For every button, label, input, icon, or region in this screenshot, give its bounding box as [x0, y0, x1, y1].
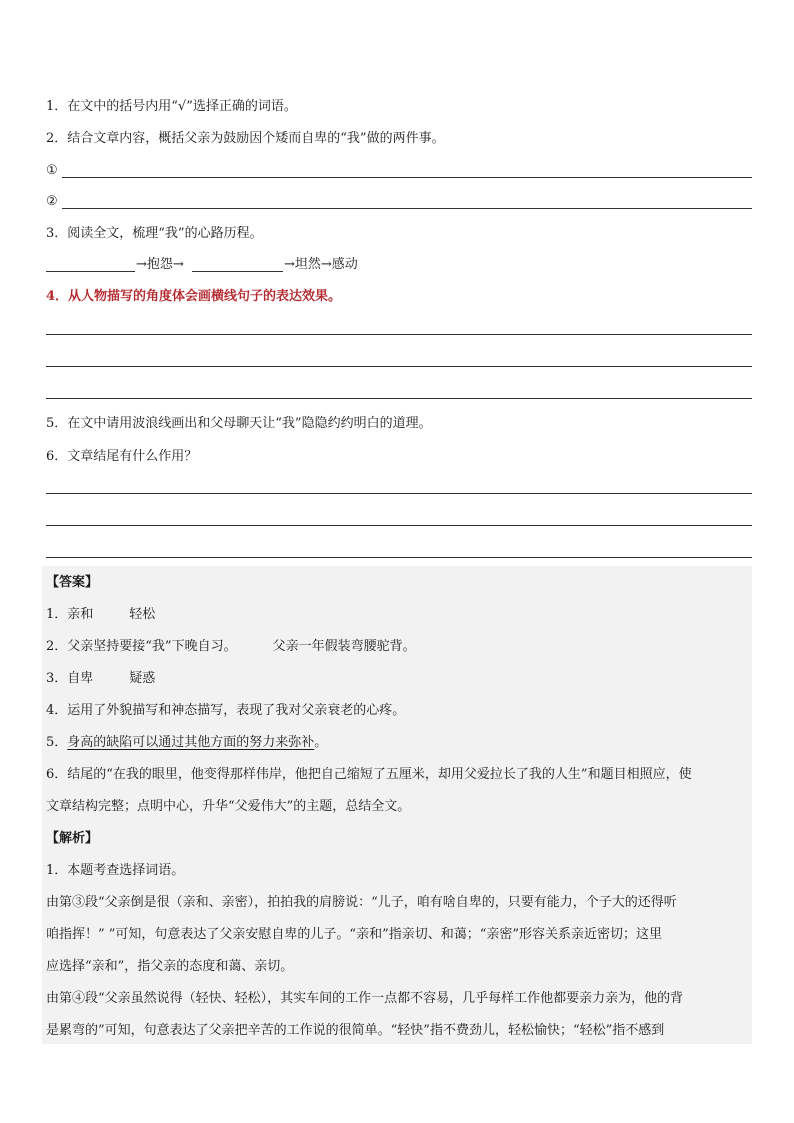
answer-5 — [46, 734, 327, 752]
writing-line[interactable] — [46, 334, 752, 335]
answer-3-part-1: 3．自卑 — [46, 671, 94, 686]
answer-6-line-1: 6．结尾的“在我的眼里，他变得那样伟岸，他把自己缩短了五厘米，却用父爱拉长了我的人生”和题目相照应，使 — [46, 767, 692, 782]
writing-line[interactable] — [46, 557, 752, 558]
question-6: 6．文章结尾有什么作用？ — [46, 449, 198, 464]
question-4: 4．从人物描写的角度体会画横线句子的表达效果。 — [46, 289, 342, 304]
writing-line[interactable] — [46, 525, 752, 526]
question-3: 3．阅读全文，梳理“我”的心路历程。 — [46, 226, 263, 241]
analysis-line-4: 应选择“亲和”，指父亲的态度和蔼、亲切。 — [46, 959, 294, 974]
question-5: 5．在文中请用波浪线画出和父母聊天让“我”隐隐约约明白的道理。 — [46, 416, 432, 431]
emotion-flow — [46, 256, 446, 274]
flow-blank-1[interactable] — [46, 271, 135, 272]
question-2: 2．结合文章内容，概括父亲为鼓励因个矮而自卑的“我”做的两件事。 — [46, 131, 445, 146]
circled-number-2: ② — [46, 194, 58, 209]
writing-line[interactable] — [46, 366, 752, 367]
answer-5-prefix: 5． — [46, 735, 68, 750]
writing-line — [62, 177, 752, 178]
answer-line-2[interactable] — [46, 193, 752, 211]
answer-5-suffix: 。 — [314, 735, 328, 750]
answer-3 — [46, 670, 155, 688]
writing-line[interactable] — [46, 493, 752, 494]
analysis-heading: 【解析】 — [46, 831, 99, 846]
answer-line-1[interactable] — [46, 162, 752, 180]
flow-end-text: →坦然→感动 — [284, 257, 358, 272]
answer-2 — [46, 638, 416, 656]
answer-5-underlined-text: 身高的缺陷可以通过其他方面的努力来弥补 — [67, 735, 315, 750]
analysis-line-6: 是累弯的”可知，句意表达了父亲把辛苦的工作说的很简单。“轻快”指不费劲儿，轻松愉快；“轻松”指不感到 — [46, 1023, 665, 1038]
analysis-line-1: 1．本题考查选择词语。 — [46, 863, 185, 878]
answer-4: 4．运用了外貌描写和神态描写，表现了我对父亲衰老的心疼。 — [46, 703, 406, 718]
question-1: 1．在文中的括号内用“√”选择正确的词语。 — [46, 99, 297, 114]
answer-2-part-1: 2．父亲坚持要接“我”下晚自习。 — [46, 639, 237, 654]
writing-line — [62, 208, 752, 209]
analysis-line-5: 由第④段“父亲虽然说得（轻快、轻松），其实车间的工作一点都不容易，几乎每样工作他都要亲力亲为，他的背 — [46, 991, 684, 1006]
answer-1 — [46, 606, 155, 624]
analysis-line-2: 由第③段“父亲倒是很（亲和、亲密），拍拍我的肩膀说：“儿子，咱有啥自卑的，只要有能力，个子大的还得听 — [46, 895, 677, 910]
answer-heading: 【答案】 — [46, 575, 99, 590]
answer-1-part-2: 轻松 — [129, 607, 156, 622]
answer-1-part-1: 1．亲和 — [46, 607, 94, 622]
circled-number-1: ① — [46, 163, 58, 178]
answer-6-line-2: 文章结构完整；点明中心，升华“父爱伟大”的主题，总结全文。 — [46, 799, 411, 814]
writing-line[interactable] — [46, 398, 752, 399]
answer-3-part-2: 疑惑 — [129, 671, 156, 686]
analysis-line-3: 咱指挥！” ”可知，句意表达了父亲安慰自卑的儿子。“亲和”指亲切、和蔼；“亲密”形容关系亲近密切；这里 — [46, 927, 663, 942]
answer-2-part-2: 父亲一年假装弯腰驼背。 — [272, 639, 416, 654]
flow-blank-2[interactable] — [192, 271, 283, 272]
flow-middle-text: →抱怨→ — [136, 257, 184, 272]
